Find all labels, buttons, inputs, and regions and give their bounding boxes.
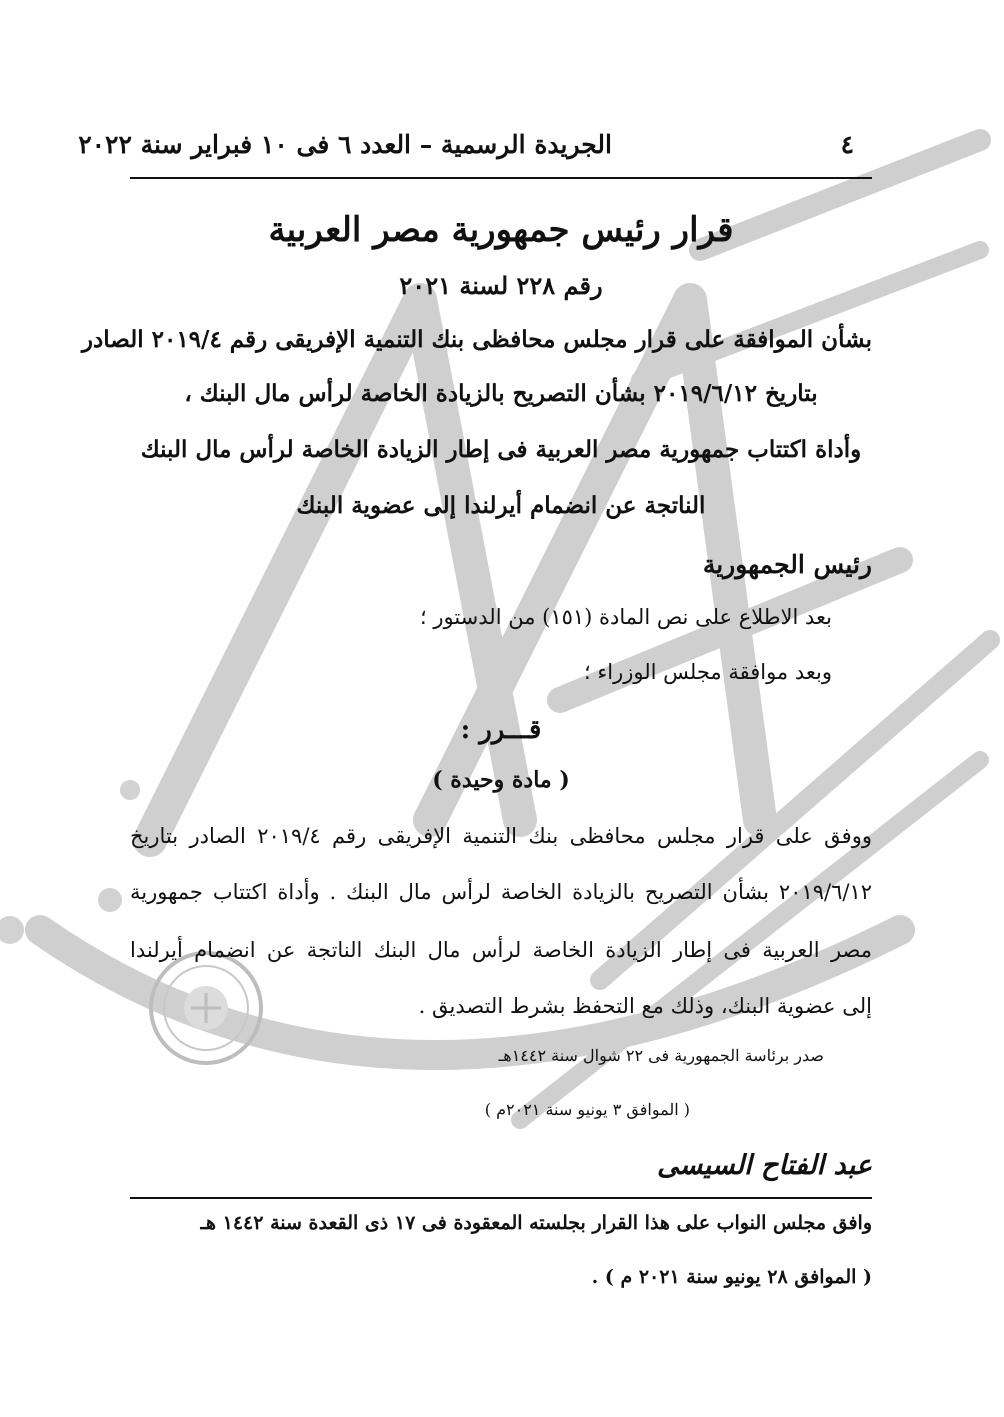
article-line-4: إلى عضوية البنك، وذلك مع التحفظ بشرط التصديق .	[418, 994, 872, 1018]
issued-equivalent: ( الموافق ٣ يونيو سنة ٢٠٢١م )	[484, 1100, 690, 1119]
footer-rule	[130, 1197, 872, 1199]
decree-title: قرار رئيس جمهورية مصر العربية	[268, 210, 734, 250]
gazette-header	[78, 126, 874, 166]
decree-number: رقم ٢٢٨ لسنة ٢٠٢١	[399, 271, 603, 300]
article-line-1: ووفق على قرار مجلس محافظى بنك التنمية الإفريقى رقم ٢٠١٩/٤ الصادر بتاريخ	[130, 824, 872, 848]
header-title: الجريدة الرسمية – العدد ٦ فى ١٠ فبراير سنة ٢٠٢٢	[78, 130, 612, 159]
subject-line-2: بتاريخ ٢٠١٩/٦/١٢ بشأن التصريح بالزيادة الخاصة لرأس مال البنك ،	[184, 380, 818, 407]
issued-at: صدر برئاسة الجمهورية فى ٢٢ شوال سنة ١٤٤٢هـ	[498, 1046, 824, 1065]
parliament-approval: وافق مجلس النواب على هذا القرار بجلسته المعقودة فى ١٧ ذى القعدة سنة ١٤٤٢ هـ	[200, 1212, 872, 1234]
signature: عبد الفتاح السيسى	[657, 1150, 872, 1181]
article-heading: ( مادة وحيدة )	[432, 767, 570, 793]
subject-line-1: بشأن الموافقة على قرار مجلس محافظى بنك التنمية الإفريقى رقم ٢٠١٩/٤ الصادر	[81, 326, 872, 353]
preamble-line-2: وبعد موافقة مجلس الوزراء ؛	[584, 660, 832, 684]
subject-line-3: وأداة اكتتاب جمهورية مصر العربية فى إطار الزيادة الخاصة لرأس مال البنك	[140, 436, 862, 463]
article-line-2: ٢٠١٩/٦/١٢ بشأن التصريح بالزيادة الخاصة لرأس مال البنك . وأداة اكتتاب جمهورية	[130, 880, 872, 904]
page-number: ٤	[840, 130, 854, 159]
decides-heading: قـــرر :	[460, 715, 542, 745]
preamble-line-1: بعد الاطلاع على نص المادة (١٥١) من الدستور ؛	[420, 605, 832, 629]
header-rule	[130, 177, 872, 179]
article-line-3: مصر العربية فى إطار الزيادة الخاصة لرأس مال البنك الناتجة عن انضمام أيرلندا	[130, 938, 872, 962]
parliament-approval-equivalent: ( الموافق ٢٨ يونيو سنة ٢٠٢١ م ) .	[591, 1266, 872, 1288]
subject-line-4: الناتجة عن انضمام أيرلندا إلى عضوية البنك	[296, 492, 706, 519]
official-seal-icon	[146, 948, 266, 1068]
issuer-heading: رئيس الجمهورية	[702, 550, 872, 579]
